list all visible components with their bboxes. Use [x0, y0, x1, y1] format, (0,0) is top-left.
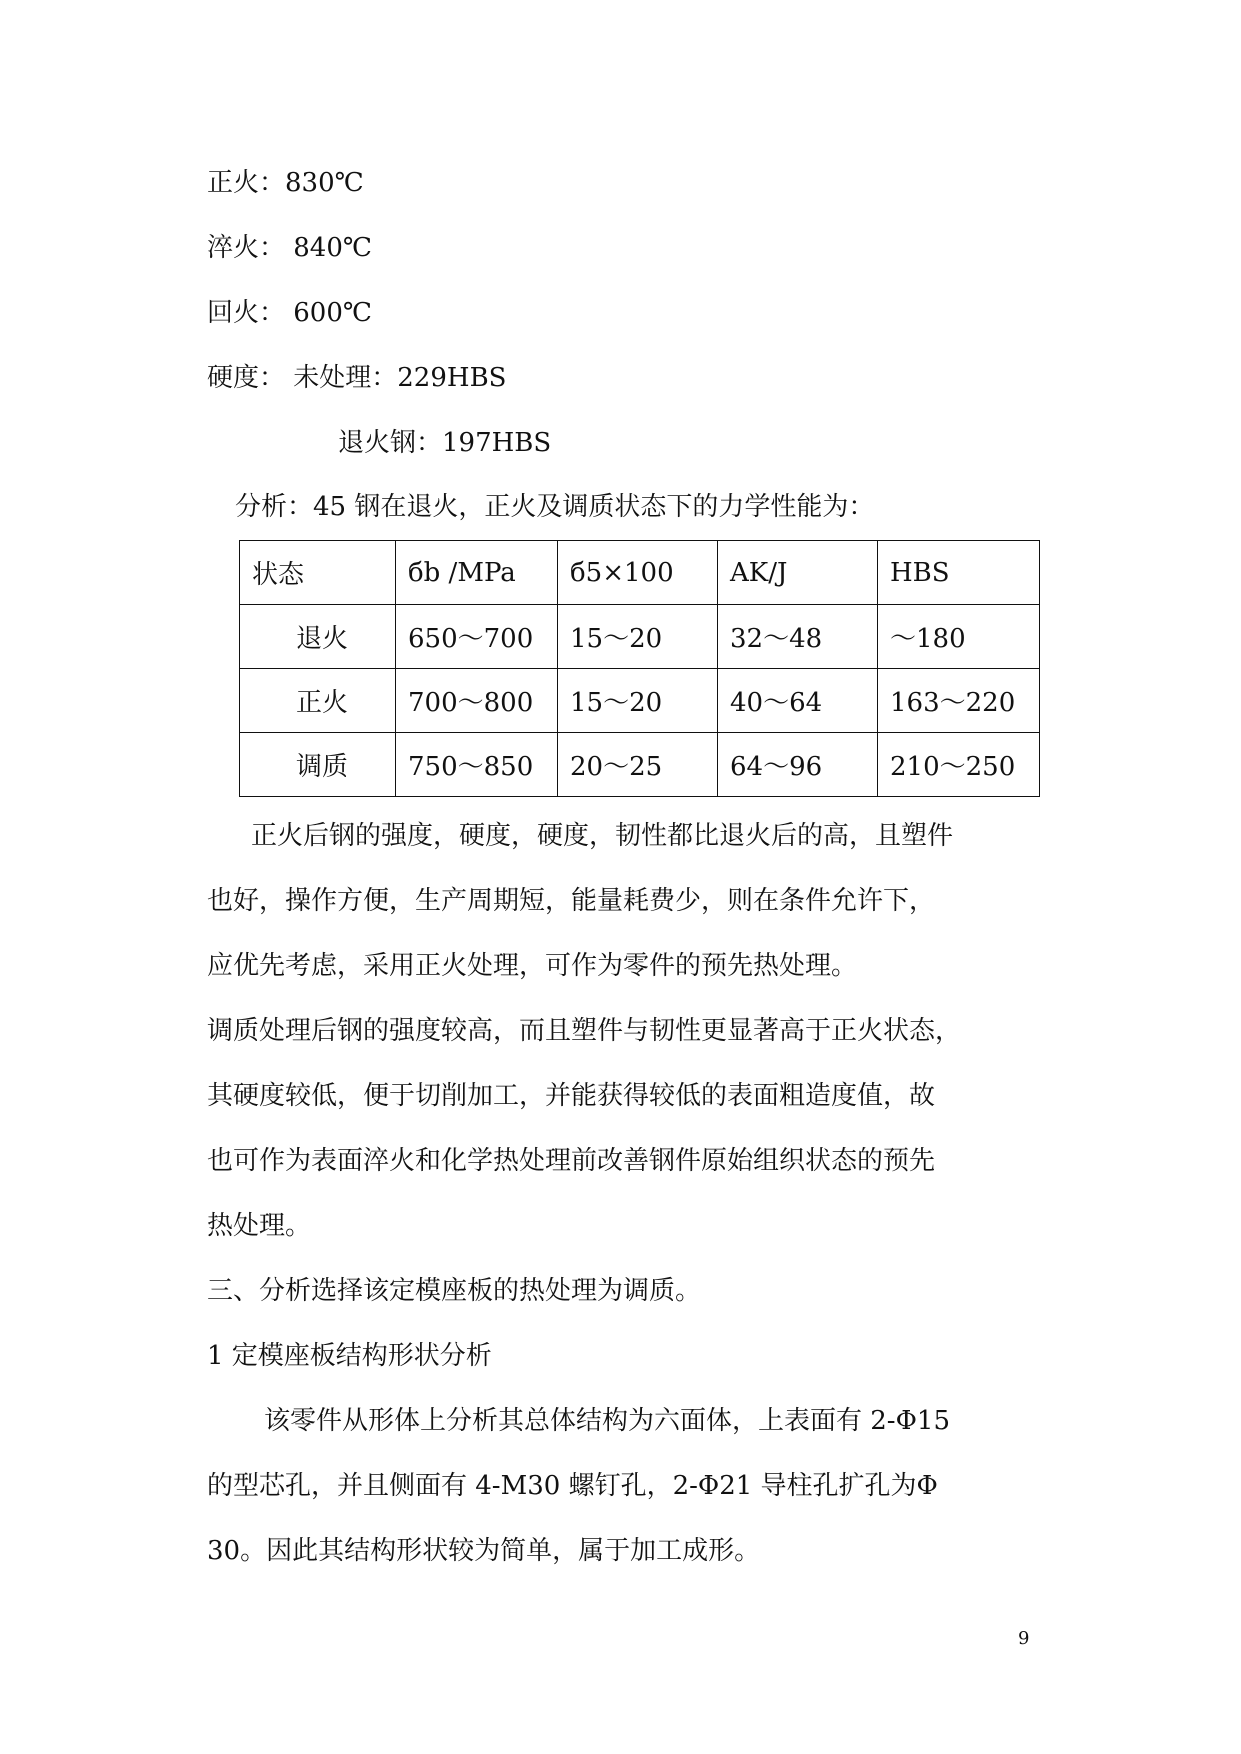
table-cell: 正火: [240, 669, 396, 733]
table-cell: 64～96: [718, 733, 878, 797]
table-header-row: [240, 541, 1040, 605]
paragraph-line: 该零件从形体上分析其总体结构为六面体，上表面有 2-Φ15: [264, 1406, 950, 1436]
table-header-cell: HBS: [878, 541, 1040, 605]
paragraph-line: 也好，操作方便，生产周期短，能量耗费少，则在条件允许下，: [207, 886, 936, 916]
paragraph-line: 的型芯孔，并且侧面有 4-M30 螺钉孔，2-Φ21 导柱孔扩孔为Φ: [207, 1471, 938, 1501]
table-cell: 40～64: [718, 669, 878, 733]
paragraph-line: 也可作为表面淬火和化学热处理前改善钢件原始组织状态的预先: [207, 1146, 936, 1176]
table-header-cell: бb /MPa: [396, 541, 558, 605]
table-cell: 15～20: [558, 669, 718, 733]
analysis-intro: 分析：45 钢在退火，正火及调质状态下的力学性能为：: [235, 492, 875, 522]
subsection-heading: 1 定模座板结构形状分析: [207, 1341, 492, 1371]
tempering-temp: 回火： 600℃: [207, 298, 372, 328]
table-cell: 650～700: [396, 605, 558, 669]
table-row: [240, 733, 1040, 797]
paragraph-line: 其硬度较低，便于切削加工，并能获得较低的表面粗造度值，故: [207, 1081, 936, 1111]
section-heading: 三、分析选择该定模座板的热处理为调质。: [207, 1276, 702, 1306]
paragraph-line: 30。因此其结构形状较为简单，属于加工成形。: [207, 1536, 761, 1566]
paragraph-line: 调质处理后钢的强度较高，而且塑件与韧性更显著高于正火状态，: [207, 1016, 962, 1046]
mechanical-properties-table: [239, 540, 1040, 797]
table-cell: 15～20: [558, 605, 718, 669]
table-header-cell: AK/J: [718, 541, 878, 605]
table-cell: 退火: [240, 605, 396, 669]
table-cell: 32～48: [718, 605, 878, 669]
table-header-cell: 状态: [240, 541, 396, 605]
quenching-temp: 淬火： 840℃: [207, 233, 372, 263]
table-cell: 调质: [240, 733, 396, 797]
table-row: [240, 669, 1040, 733]
normalizing-temp: 正火：830℃: [207, 168, 364, 198]
table-cell: 20～25: [558, 733, 718, 797]
paragraph-line: 正火后钢的强度，硬度，硬度，韧性都比退火后的高，且塑件: [251, 821, 954, 851]
table-header-cell: б5×100: [558, 541, 718, 605]
table-cell: 750～850: [396, 733, 558, 797]
table-row: [240, 605, 1040, 669]
table-cell: 210～250: [878, 733, 1040, 797]
paragraph-line: 应优先考虑，采用正火处理，可作为零件的预先热处理。: [207, 951, 858, 981]
page-number: 9: [1018, 1628, 1030, 1649]
table-cell: 700～800: [396, 669, 558, 733]
paragraph-line: 热处理。: [207, 1211, 312, 1241]
table-cell: 163～220: [878, 669, 1040, 733]
hardness-untreated: 硬度： 未处理：229HBS: [207, 363, 507, 393]
hardness-annealed: 退火钢：197HBS: [338, 428, 552, 458]
table-cell: ～180: [878, 605, 1040, 669]
